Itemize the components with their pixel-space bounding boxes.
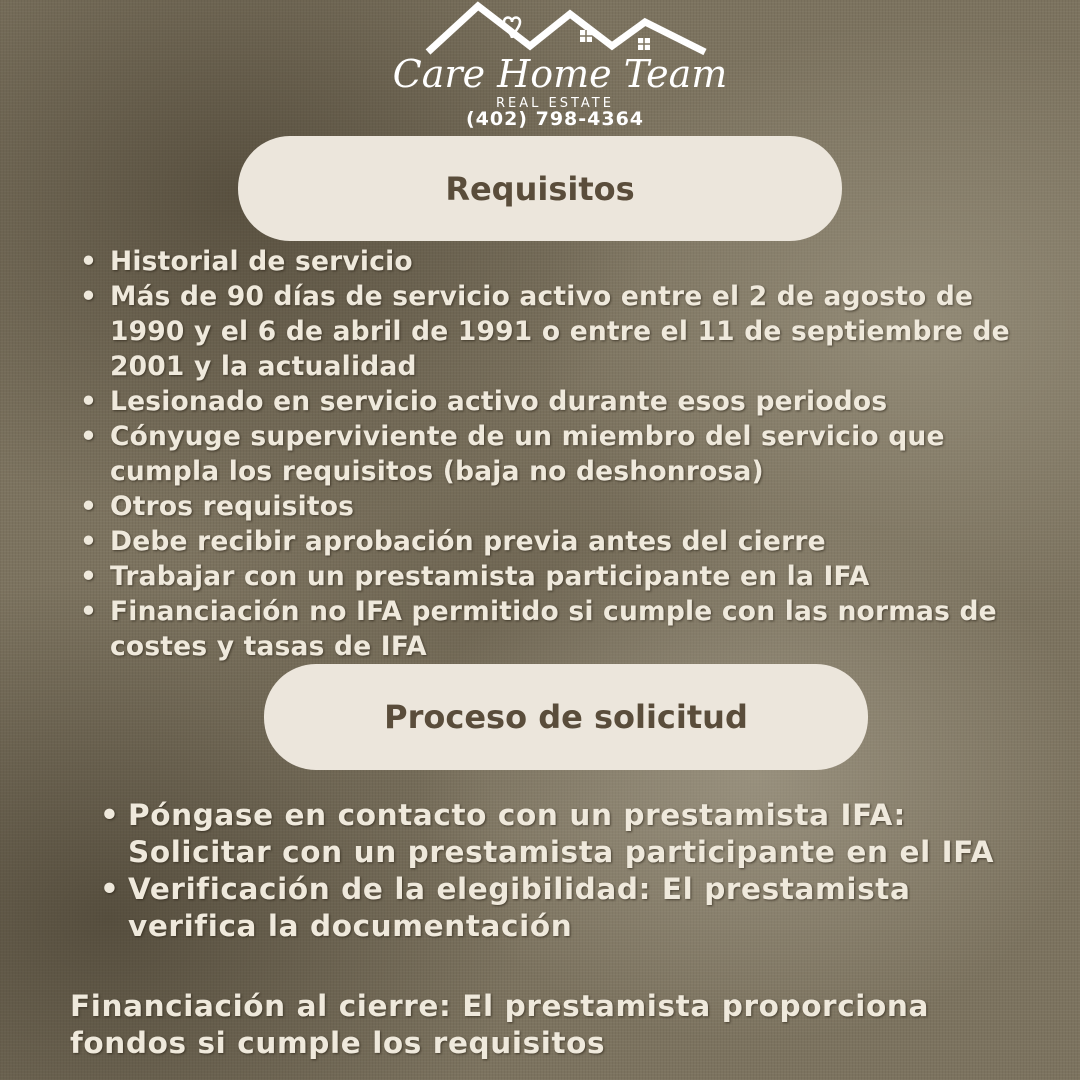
list-item: • Historial de servicio: [80, 244, 1040, 279]
list-item: • Trabajar con un prestamista participante en la IFA: [80, 559, 1040, 594]
list-item: • Otros requisitos: [80, 489, 1040, 524]
list-item: • Verificación de la elegibilidad: El prestamista verifica la documentación: [100, 871, 1020, 945]
list-item: • Debe recibir aprobación previa antes del cierre: [80, 524, 1040, 559]
brand-logo: [380, 0, 740, 135]
house-roof-icon: [380, 0, 740, 60]
brand-phone: (402) 798-4364: [465, 108, 645, 130]
application-heading: Proceso de solicitud: [264, 664, 868, 770]
closing-step-text: Financiación al cierre: El prestamista proporciona fondos si cumple los requisitos: [70, 989, 929, 1060]
list-item: • Financiación no IFA permitido si cumple con las normas de costes y tasas de IFA: [80, 594, 1040, 664]
requirements-list: [80, 244, 1040, 664]
list-item: • Póngase en contacto con un prestamista IFA: Solicitar con un prestamista participante en el IFA: [100, 797, 1020, 871]
brand-name: Care Home Team: [392, 52, 728, 96]
list-item: • Cónyuge superviviente de un miembro del servicio que cumpla los requisitos (baja no deshonrosa): [80, 419, 1040, 489]
list-item: • Lesionado en servicio activo durante esos periodos: [80, 384, 1040, 419]
application-steps-list: [100, 797, 1020, 945]
brand-subtitle: REAL ESTATE: [496, 96, 614, 111]
requirements-heading: Requisitos: [238, 136, 842, 241]
list-item: • Más de 90 días de servicio activo entre el 2 de agosto de 1990 y el 6 de abril de 1991 o entre el 11 de septiembre de 2001 y la actualidad: [80, 279, 1040, 384]
